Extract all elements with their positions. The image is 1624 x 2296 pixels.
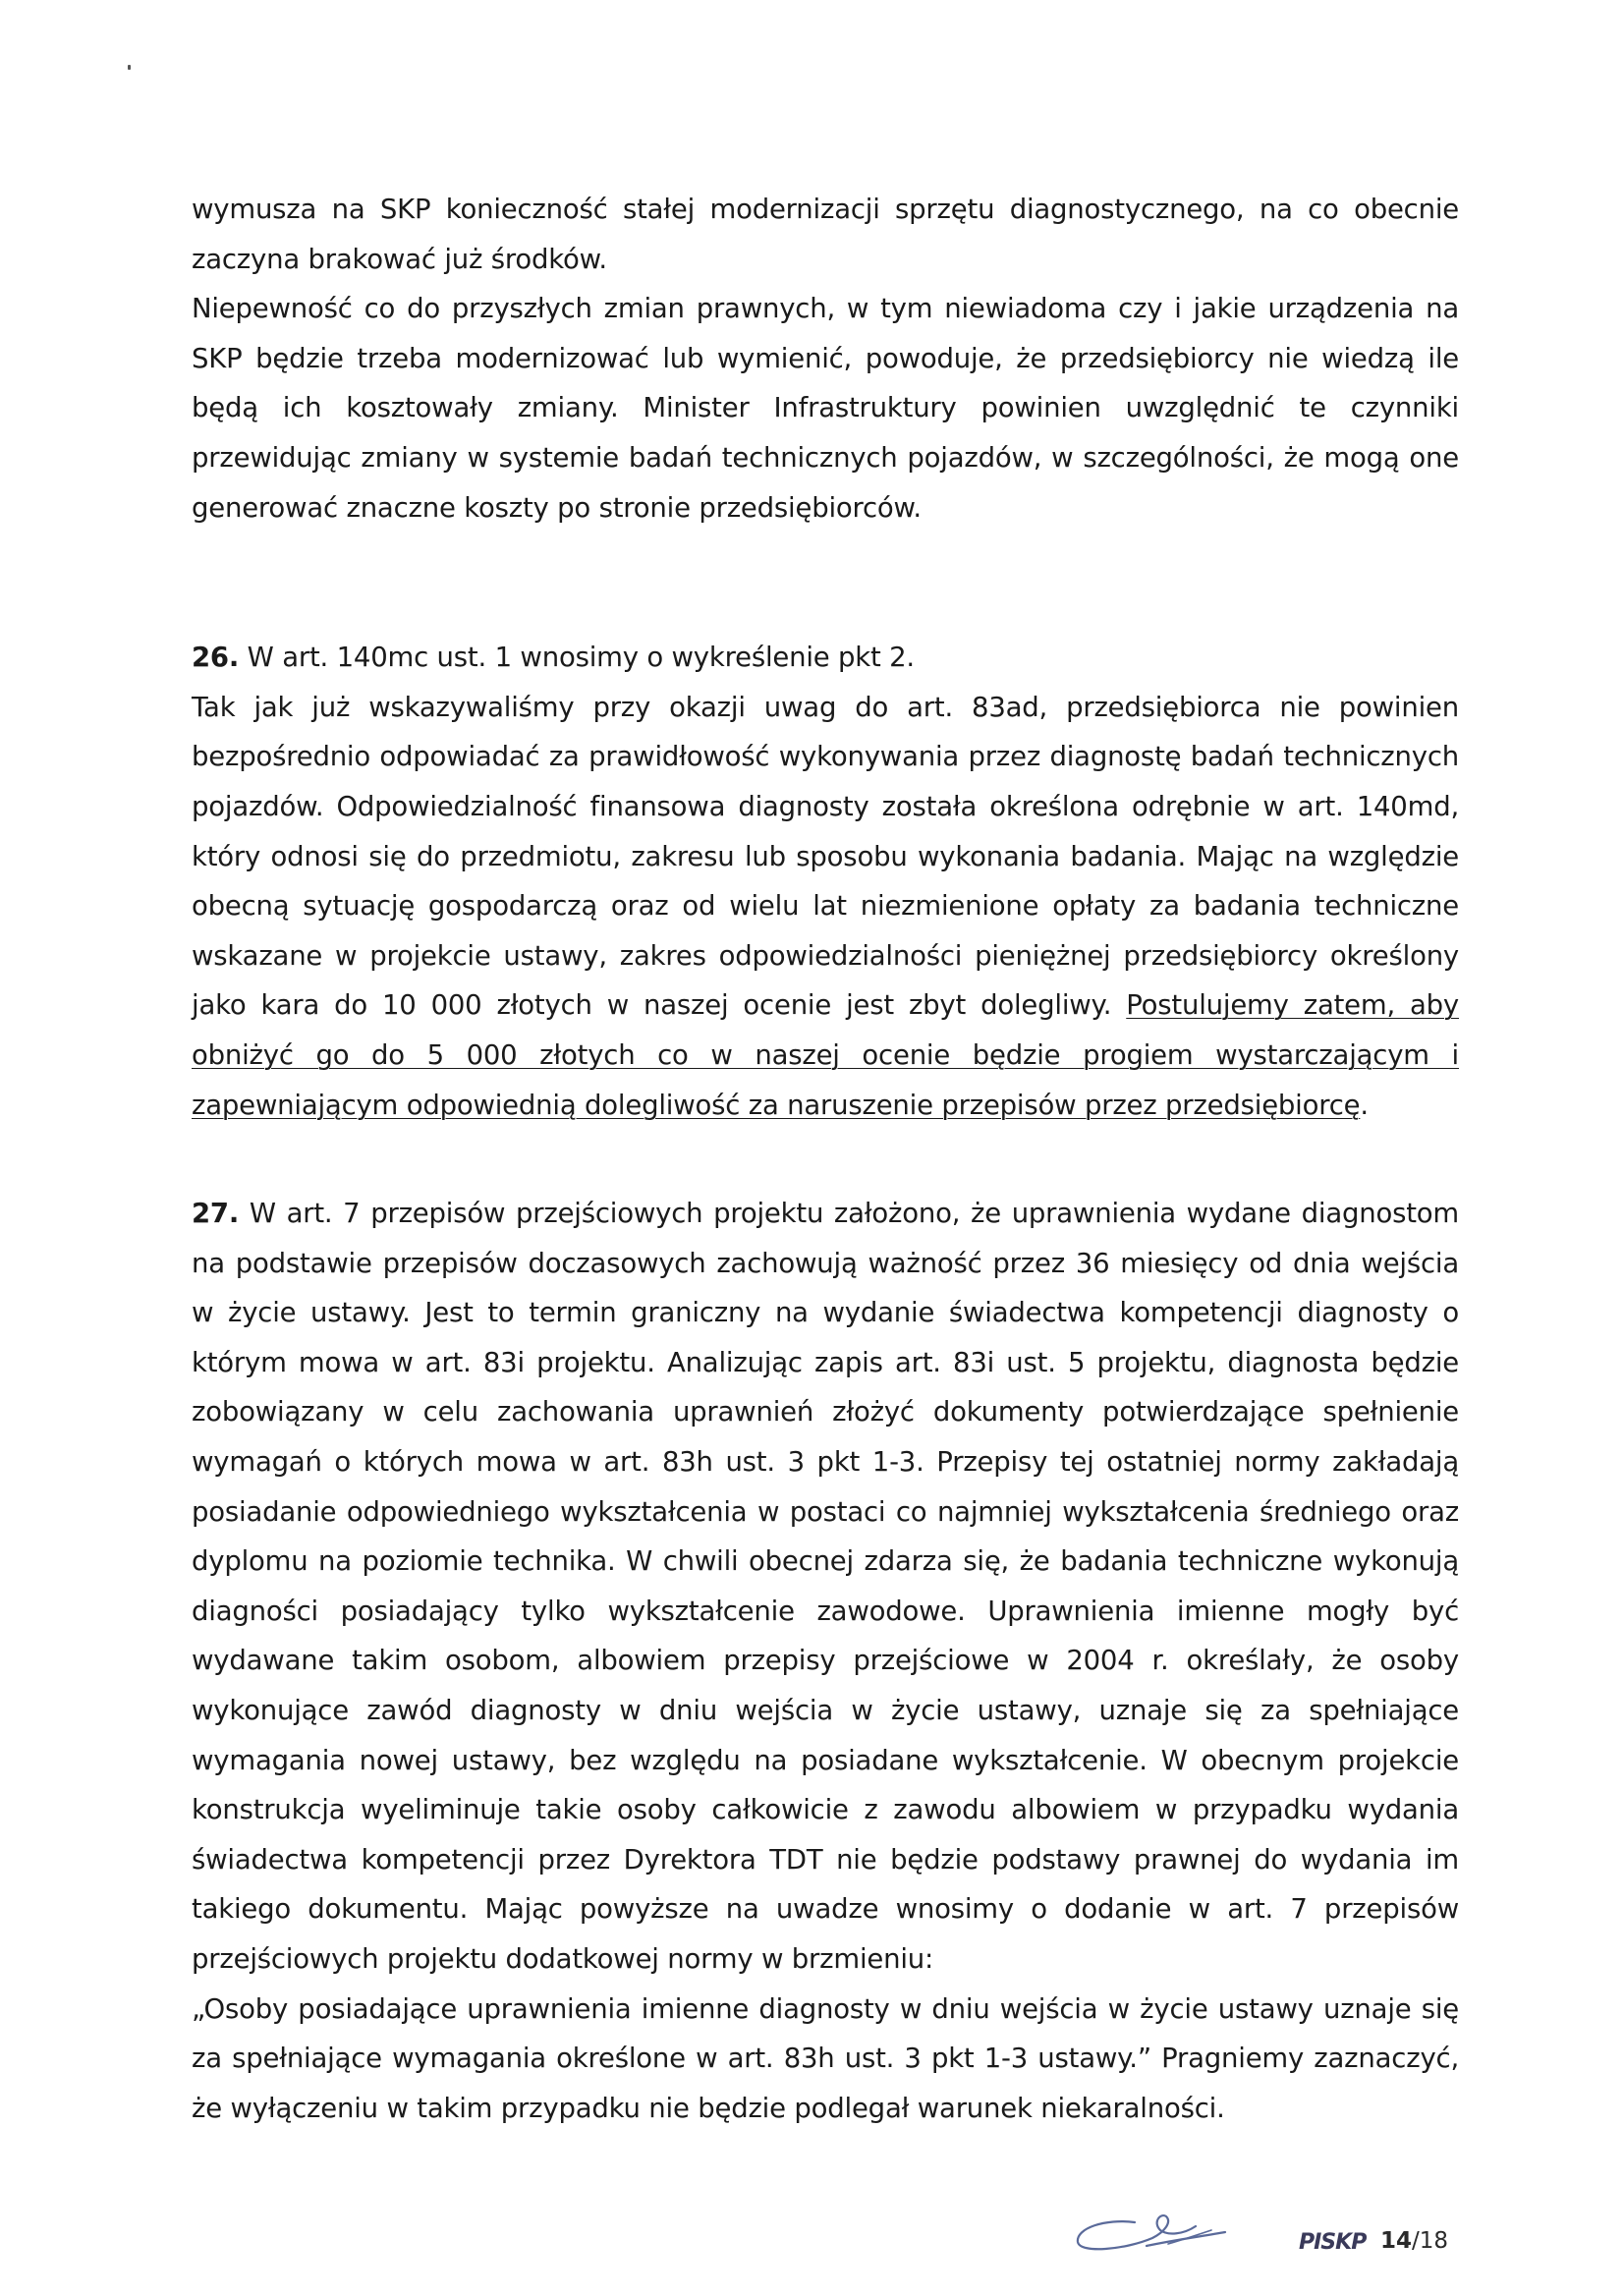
item-26-text: W art. 140mc ust. 1 wnosimy o wykreślenie pkt 2.: [239, 642, 915, 674]
item-27-body: [192, 1189, 1459, 1985]
item-number-27: 27.: [192, 1198, 240, 1230]
section-spacer: [192, 532, 1459, 633]
document-body: [192, 185, 1459, 2133]
page-footer: [0, 2201, 1624, 2269]
page-total: /18: [1412, 2228, 1449, 2254]
item-26-heading: [192, 633, 1459, 683]
item-26-postulate: Postulujemy zatem, aby obniżyć go do 5 000 złotych co w naszej ocenie będzie progiem wystarczającym i zapewniającym odpowiednią dolegliwość za naruszenie przepisów przez przedsiębiorcę: [192, 989, 1460, 1121]
item-26-body: [192, 683, 1459, 1130]
piskp-logo: PISKP: [1299, 2230, 1367, 2255]
item-27-proposed-norm: „Osoby posiadające uprawnienia imienne diagnosty w dniu wejścia w życie ustawy uznaje się za spełniające wymagania określone w art. 83h ust. 3 pkt 1-3 ustawy.” Pragniemy zaznaczyć, że wyłączeniu w takim przypadku nie będzie podlegał warunek niekaralności.: [192, 1992, 1459, 2124]
paragraph-uncertainty: Niepewność co do przyszłych zmian prawnych, w tym niewiadoma czy i jakie urządzenia na SKP będzie trzeba modernizować lub wymienić, powoduje, że przedsiębiorcy nie wiedzą ile będą ich kosztowały zmiany. Minister Infrastruktury powinien uwzględnić te czynniki przewidując zmiany w systemie badań technicznych pojazdów, w szczególności, że mogą one generować znaczne koszty po stronie przedsiębiorców.: [192, 293, 1459, 524]
item-number-26: 26.: [192, 642, 240, 674]
item-27-text: W art. 7 przepisów przejściowych projektu założono, że uprawnienia wydane diagnostom na podstawie przepisów doczasowych zachowują ważność przez 36 miesięcy od dnia wejścia w życie ustawy. Jest to termin graniczny na wydanie świadectwa kompetencji diagnosty o którym mowa w art. 83i projektu. Analizując zapis art. 83i ust. 5 projektu, diagnosta będzie zobowiązany w celu zachowania uprawnień złożyć dokumenty potwierdzające spełnienie wymagań o których mowa w art. 83h ust. 3 pkt 1-3. Przepisy tej ostatniej normy zakładają posiadanie odpowiedniego wykształcenia w postaci co najmniej wykształcenia średniego oraz dyplomu na poziomie technika. W chwili obecnej zdarza się, że badania techniczne wykonują diagności posiadający tylko wykształcenie zawodowe. Uprawnienia imienne mogły być wydawane takim osobom, albowiem przepisy przejściowe w 2004 r. określały, że osoby wykonujące zawód diagnosty w dniu wejścia w życie ustawy, uznaje się za spełniające wymagania nowej ustawy, bez względu na posiadane wykształcenie. W obecnym projekcie konstrukcja wyeliminuje takie osoby całkowicie z zawodu albowiem w przypadku wydania świadectwa kompetencji przez Dyrektora TDT nie będzie podstawy prawnej do wydania im takiego dokumentu. Mając powyższe na uwadze wnosimy o dodanie w art. 7 przepisów przejściowych projektu dodatkowej normy w brzmieniu:: [192, 1198, 1459, 1975]
item-26-period: .: [1360, 1089, 1369, 1121]
handwritten-signature: [1066, 2201, 1233, 2260]
item-26-body-main: Tak jak już wskazywaliśmy przy okazji uwag do art. 83ad, przedsiębiorca nie powinien bezpośrednio odpowiadać za prawidłowość wykonywania przez diagnostę badań technicznych pojazdów. Odpowiedzialność finansowa diagnosty została określona odrębnie w art. 140md, który odnosi się do przedmiotu, zakresu lub sposobu wykonania badania. Mając na względzie obecną sytuację gospodarczą oraz od wielu lat niezmienione opłaty za badania techniczne wskazane w projekcie ustawy, zakres odpowiedzialności pieniężnej przedsiębiorcy określony jako kara do 10 000 złotych w naszej ocenie jest zbyt dolegliwy.: [192, 691, 1459, 1022]
paragraph-continuation: wymusza na SKP konieczność stałej modernizacji sprzętu diagnostycznego, na co obecnie zaczyna brakować już środków.: [192, 194, 1459, 275]
section-spacer: [192, 1130, 1459, 1189]
scan-artifact: [128, 65, 131, 70]
page-number: [1380, 2228, 1448, 2254]
page-current: 14: [1380, 2228, 1413, 2254]
